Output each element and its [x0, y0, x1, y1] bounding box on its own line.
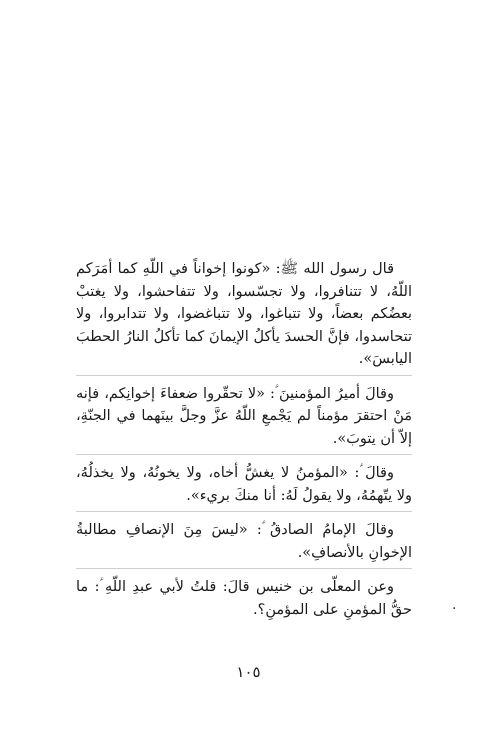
paragraph-imam-sadiq: وقالَ الإمامُ الصادقُ ؑ: «ليسَ مِنَ الإنصافِ مطالبةُ الإخوانِ بالأنصافِ».	[76, 522, 412, 561]
paragraph-divider	[76, 568, 412, 569]
paragraph-divider	[76, 511, 412, 512]
paragraph-divider	[76, 375, 412, 376]
paragraph-hadith-brotherhood: قال رسول الله ﷺ: «كونوا إخواناً في اللّهِ كما أمَرَكم اللّهُ، لا تتنافروا، ولا تجسّسوا، ولا تتفاحشوا، ولا يغتبْ بعضُكم بعضاً، ولا تتباغوا، ولا تتباغضوا، ولا تتدابروا، ولا تتحاسدوا، فإنَّ الحسدَ يأكلُ الإيمانَ كما تأكلُ النارُ الحطبَ اليابسَ».	[76, 261, 412, 367]
page-body	[76, 258, 412, 627]
page-number: ١٠٥	[236, 663, 261, 681]
paragraph-believer-does-not-cheat: وقالَ ؑ: «المؤمنُ لا يغشُّ أخاه، ولا يخونُهُ، ولا يخذلُهُ، ولا يتّهمُهُ، ولا يقولُ لَهُ: أنا منكَ بريء».	[76, 465, 412, 504]
paragraph-amir-al-muminin: وقالَ أميرُ المؤمنينَ ؑ: «لا تحقّروا ضعفاءَ إخوانِكم، فإنه مَنْ احتقرَ مؤمناً لم يَجْمعِ اللّهُ عزَّ وجلَّ بينَهما في الجنّةِ، إلاّ أن يتوبَ».	[76, 385, 412, 447]
stray-mark: .	[452, 597, 457, 613]
paragraph-mualla-question: وعن المعلّى بن خنيس قالَ: قلتُ لأبي عبدِ اللّهِ ؑ: ما حقُّ المؤمنِ على المؤمنِ؟.	[76, 579, 412, 618]
paragraph-divider	[76, 454, 412, 455]
